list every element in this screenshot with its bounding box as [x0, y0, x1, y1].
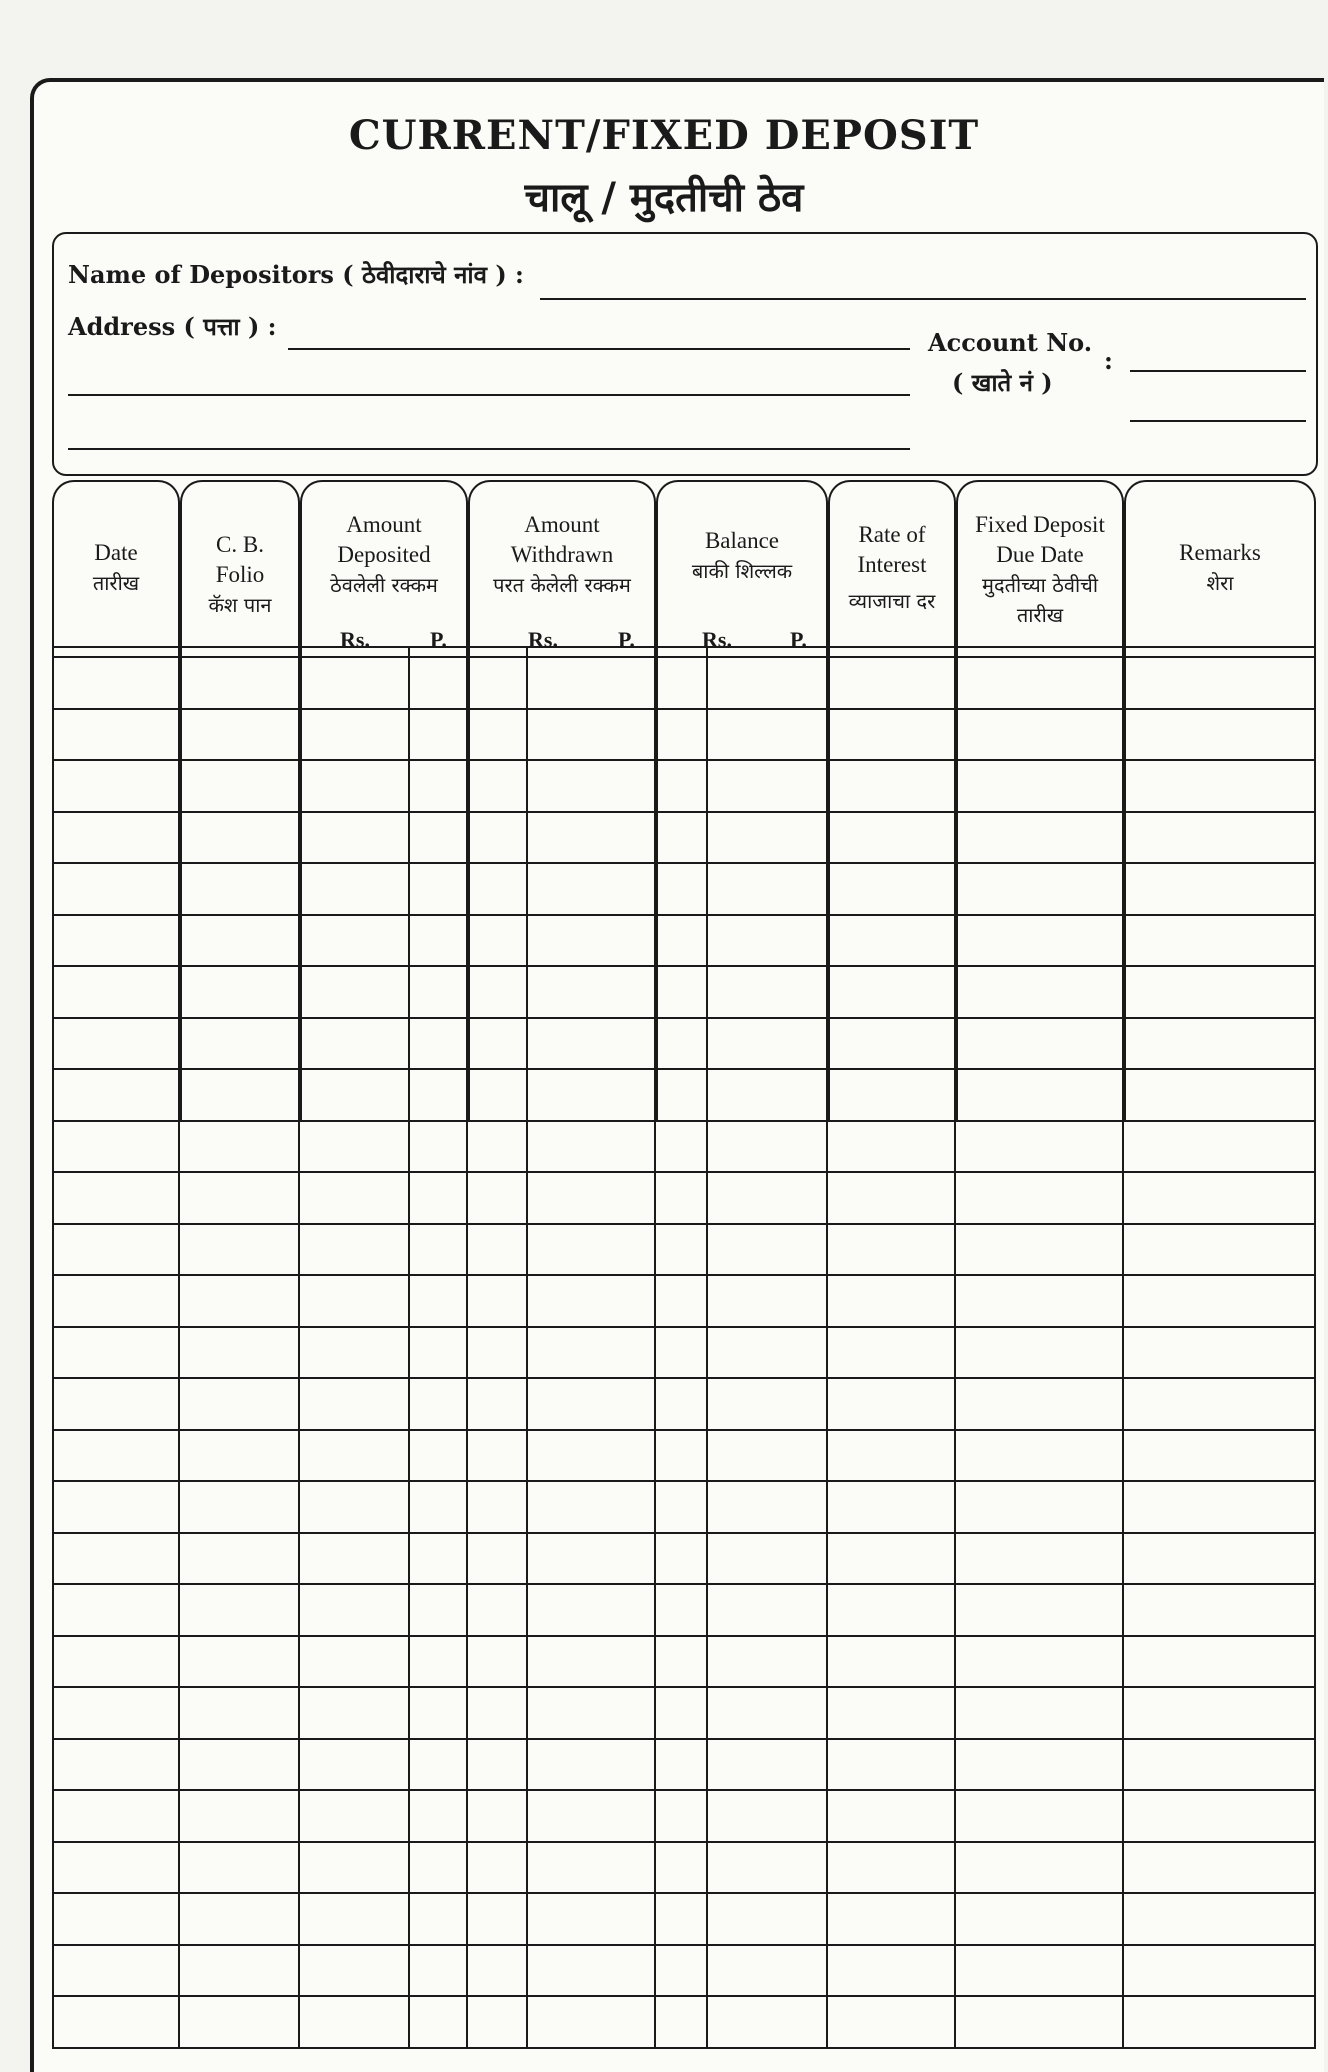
col-remarks-en: Remarks	[1179, 540, 1261, 565]
address-field-line-2[interactable]	[68, 394, 910, 396]
grid-column-line	[654, 646, 656, 2048]
grid-column-line	[178, 646, 180, 2048]
col-balance-en: Balance	[704, 528, 780, 553]
grid-row-line	[52, 1532, 1316, 1534]
grid-row-line	[52, 914, 1316, 916]
grid-row-line	[52, 1686, 1316, 1688]
grid-column-line	[1122, 646, 1124, 2048]
col-due-date-en: Fixed Deposit Due Date	[975, 512, 1105, 567]
deposited-rs-label: Rs.	[340, 627, 370, 652]
grid-column-line	[298, 646, 300, 2048]
grid-row-line	[52, 1326, 1316, 1328]
ledger-grid	[52, 646, 1316, 2048]
grid-column-line	[706, 646, 708, 2048]
grid-column-line	[1314, 646, 1316, 2048]
grid-row-line	[52, 1995, 1316, 1997]
balance-rs-label: Rs.	[702, 627, 732, 652]
grid-row-line	[52, 1480, 1316, 1482]
col-due-date-mr: मुदतीच्या ठेवीची तारीख	[981, 573, 1099, 627]
account-number-field-2[interactable]	[1130, 420, 1306, 422]
account-label-marathi: ( खाते नं )	[952, 368, 1053, 397]
grid-row-line	[52, 1635, 1316, 1637]
grid-row-line	[52, 1274, 1316, 1276]
grid-row-line	[52, 1223, 1316, 1225]
grid-column-line	[52, 646, 54, 2048]
col-deposited-mr: ठेवलेली रक्कम	[330, 573, 438, 597]
address-label: Address ( पत्ता ) :	[68, 312, 277, 341]
grid-row-line	[52, 1429, 1316, 1431]
grid-column-line	[408, 646, 410, 2048]
ledger-table	[52, 470, 1316, 2048]
grid-row-line	[52, 965, 1316, 967]
grid-row-line	[52, 1738, 1316, 1740]
col-balance-mr: बाकी शिल्लक	[691, 559, 793, 583]
grid-row-line	[52, 708, 1316, 710]
withdrawn-p-label: P.	[618, 627, 635, 652]
grid-row-line	[52, 1171, 1316, 1173]
grid-row-line	[52, 1120, 1316, 1122]
grid-row-line	[52, 1583, 1316, 1585]
grid-row-line	[52, 1841, 1316, 1843]
grid-row-line	[52, 811, 1316, 813]
col-interest-mr: व्याजाचा दर	[848, 589, 936, 613]
balance-p-label: P.	[790, 627, 807, 652]
col-withdrawn-en: Amount Withdrawn	[510, 512, 614, 567]
col-date-mr: तारीख	[92, 571, 140, 595]
col-folio-mr: कॅश पान	[208, 593, 272, 617]
account-number-field[interactable]	[1130, 370, 1306, 372]
address-field-line-3[interactable]	[68, 448, 910, 450]
grid-row-line	[52, 1377, 1316, 1379]
grid-row-line	[52, 1944, 1316, 1946]
col-remarks-mr: शेरा	[1206, 571, 1234, 595]
col-deposited-en: Amount Deposited	[337, 512, 431, 567]
col-withdrawn-mr: परत केलेली रक्कम	[493, 573, 631, 597]
grid-column-line	[954, 646, 956, 2048]
col-folio-en: C. B. Folio	[215, 532, 265, 587]
deposited-p-label: P.	[430, 627, 447, 652]
grid-row-line	[52, 759, 1316, 761]
grid-row-line	[52, 1789, 1316, 1791]
grid-column-line	[826, 646, 828, 2048]
account-colon: :	[1104, 346, 1113, 375]
name-label: Name of Depositors ( ठेवीदाराचे नांव ) :	[68, 260, 524, 289]
form-title: CURRENT/FIXED DEPOSIT	[348, 112, 980, 159]
account-label: Account No.	[928, 328, 1093, 357]
grid-header-rule	[52, 646, 1316, 648]
grid-column-line	[466, 646, 468, 2048]
grid-row-line	[52, 1017, 1316, 1019]
name-field[interactable]	[540, 298, 1306, 300]
grid-row-line	[52, 1068, 1316, 1070]
grid-row-line	[52, 862, 1316, 864]
form-title-marathi: चालू / मुदतीची ठेव	[524, 175, 804, 221]
grid-column-line	[526, 646, 528, 2048]
withdrawn-rs-label: Rs.	[528, 627, 558, 652]
col-date-en: Date	[94, 540, 138, 565]
address-field-line-1[interactable]	[288, 348, 910, 350]
col-interest-en: Rate of Interest	[857, 522, 927, 577]
grid-row-line	[52, 656, 1316, 658]
grid-row-line	[52, 1892, 1316, 1894]
